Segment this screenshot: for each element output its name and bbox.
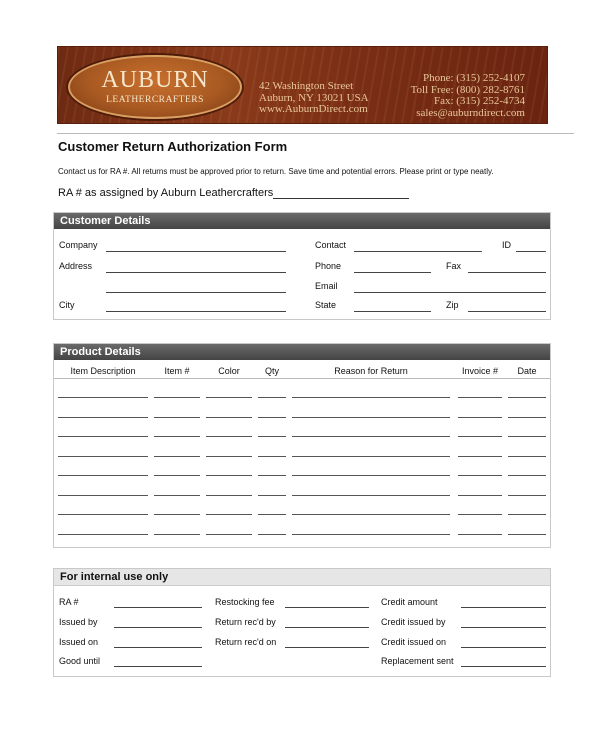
item-description-field[interactable] [58, 534, 148, 535]
qty-field[interactable] [258, 495, 286, 496]
header-divider [54, 378, 550, 379]
ra-number-label: RA # [59, 597, 79, 607]
reason-field[interactable] [292, 475, 450, 476]
restocking-fee-field[interactable] [285, 607, 369, 608]
color-field[interactable] [206, 475, 252, 476]
phone-field[interactable] [354, 272, 431, 273]
company-address [259, 81, 369, 116]
internal-use-section [53, 568, 551, 677]
restocking-fee-label: Restocking fee [215, 597, 275, 607]
company-logo [68, 55, 242, 119]
qty-field[interactable] [258, 397, 286, 398]
item-number-field[interactable] [154, 475, 200, 476]
qty-field[interactable] [258, 475, 286, 476]
item-description-field[interactable] [58, 495, 148, 496]
invoice-field[interactable] [458, 436, 502, 437]
reason-field[interactable] [292, 436, 450, 437]
good-until-label: Good until [59, 656, 101, 666]
return-received-by-label: Return rec'd by [215, 617, 276, 627]
customer-details-section [53, 212, 551, 320]
item-number-field[interactable] [154, 514, 200, 515]
good-until-field[interactable] [114, 666, 202, 667]
invoice-field[interactable] [458, 514, 502, 515]
issued-by-label: Issued by [59, 617, 98, 627]
company-banner [57, 46, 548, 124]
column-header-item-description: Item Description [70, 366, 136, 376]
replacement-sent-label: Replacement sent [381, 656, 454, 666]
date-field[interactable] [508, 475, 546, 476]
column-header-color: Color [218, 366, 240, 376]
fax-label: Fax [446, 261, 462, 271]
reason-field[interactable] [292, 417, 450, 418]
issued-by-field[interactable] [114, 627, 202, 628]
ra-number-field[interactable] [114, 607, 202, 608]
invoice-field[interactable] [458, 417, 502, 418]
contact-label: Contact [315, 240, 347, 250]
ra-number-label: RA # as assigned by Auburn Leathercrafters [58, 187, 274, 199]
website-line: www.AuburnDirect.com [259, 103, 368, 115]
product-details-heading: Product Details [54, 344, 550, 360]
item-number-field[interactable] [154, 495, 200, 496]
qty-field[interactable] [258, 514, 286, 515]
city-field[interactable] [106, 311, 286, 312]
internal-use-heading: For internal use only [54, 569, 550, 586]
color-field[interactable] [206, 397, 252, 398]
credit-issued-by-label: Credit issued by [381, 617, 446, 627]
address-field[interactable] [106, 272, 286, 273]
item-number-field[interactable] [154, 417, 200, 418]
issued-on-field[interactable] [114, 647, 202, 648]
address-line: 42 Washington Street [259, 80, 354, 92]
credit-amount-field[interactable] [461, 607, 546, 608]
credit-issued-on-field[interactable] [461, 647, 546, 648]
reason-field[interactable] [292, 456, 450, 457]
reason-field[interactable] [292, 514, 450, 515]
phone-label: Phone [315, 261, 342, 271]
column-header-item-number: Item # [164, 366, 190, 376]
fax-field[interactable] [468, 272, 546, 273]
color-field[interactable] [206, 436, 252, 437]
fax-line: Fax: (315) 252-4734 [433, 95, 525, 107]
state-field[interactable] [354, 311, 431, 312]
form-title: Customer Return Authorization Form [58, 139, 288, 154]
email-label: Email [315, 281, 338, 291]
id-field[interactable] [516, 251, 546, 252]
return-received-on-field[interactable] [285, 647, 369, 648]
zip-field[interactable] [468, 311, 546, 312]
replacement-sent-field[interactable] [461, 666, 546, 667]
form-instructions: Contact us for RA #. All returns must be approved prior to return. Save time and potential errors. Please print or type neatly. [58, 167, 494, 176]
item-number-field[interactable] [154, 534, 200, 535]
qty-field[interactable] [258, 436, 286, 437]
item-description-field[interactable] [58, 514, 148, 515]
color-field[interactable] [206, 417, 252, 418]
item-description-field[interactable] [58, 397, 148, 398]
color-field[interactable] [206, 495, 252, 496]
id-label: ID [502, 240, 511, 250]
invoice-field[interactable] [458, 475, 502, 476]
ra-number-field[interactable] [273, 198, 409, 199]
invoice-field[interactable] [458, 495, 502, 496]
invoice-field[interactable] [458, 397, 502, 398]
color-field[interactable] [206, 534, 252, 535]
column-header-reason: Reason for Return [334, 366, 408, 376]
city-label: City [59, 300, 75, 310]
company-label: Company [59, 240, 98, 250]
customer-details-heading: Customer Details [54, 213, 550, 229]
reason-field[interactable] [292, 534, 450, 535]
column-header-date: Date [517, 366, 537, 376]
reason-field[interactable] [292, 397, 450, 398]
product-details-section [53, 343, 551, 548]
column-header-invoice: Invoice # [461, 366, 499, 376]
item-number-field[interactable] [154, 436, 200, 437]
address-label: Address [59, 261, 93, 271]
item-description-field[interactable] [58, 456, 148, 457]
email-line: sales@auburndirect.com [416, 106, 525, 119]
zip-label: Zip [446, 300, 459, 310]
date-field[interactable] [508, 456, 546, 457]
email-field[interactable] [354, 292, 546, 293]
credit-issued-by-field[interactable] [461, 627, 546, 628]
color-field[interactable] [206, 514, 252, 515]
company-contacts [411, 73, 525, 119]
date-field[interactable] [508, 417, 546, 418]
contact-field[interactable] [354, 251, 482, 252]
qty-field[interactable] [258, 456, 286, 457]
date-field[interactable] [508, 436, 546, 437]
color-field[interactable] [206, 456, 252, 457]
divider [57, 133, 574, 134]
qty-field[interactable] [258, 534, 286, 535]
state-label: State [315, 300, 337, 310]
credit-issued-on-label: Credit issued on [381, 637, 447, 647]
company-field[interactable] [106, 251, 286, 252]
date-field[interactable] [508, 514, 546, 515]
address-field-line2[interactable] [106, 292, 286, 293]
date-field[interactable] [508, 534, 546, 535]
logo-main-text: AUBURN [101, 67, 209, 93]
reason-field[interactable] [292, 495, 450, 496]
return-received-on-label: Return rec'd on [215, 637, 277, 647]
logo-sub-text: LEATHERCRAFTERS [106, 95, 204, 105]
column-header-qty: Qty [264, 366, 279, 376]
date-field[interactable] [508, 495, 546, 496]
phone-line: Phone: (315) 252-4107 [422, 72, 525, 84]
item-number-field[interactable] [154, 456, 200, 457]
item-description-field[interactable] [58, 417, 148, 418]
date-field[interactable] [508, 397, 546, 398]
address-line: Auburn, NY 13021 USA [259, 91, 369, 104]
toll-free-line: Toll Free: (800) 282-8761 [410, 83, 525, 96]
issued-on-label: Issued on [59, 637, 99, 647]
credit-amount-label: Credit amount [381, 597, 438, 607]
item-description-field[interactable] [58, 475, 148, 476]
invoice-field[interactable] [458, 456, 502, 457]
return-received-by-field[interactable] [285, 627, 369, 628]
item-description-field[interactable] [58, 436, 148, 437]
qty-field[interactable] [258, 417, 286, 418]
invoice-field[interactable] [458, 534, 502, 535]
item-number-field[interactable] [154, 397, 200, 398]
